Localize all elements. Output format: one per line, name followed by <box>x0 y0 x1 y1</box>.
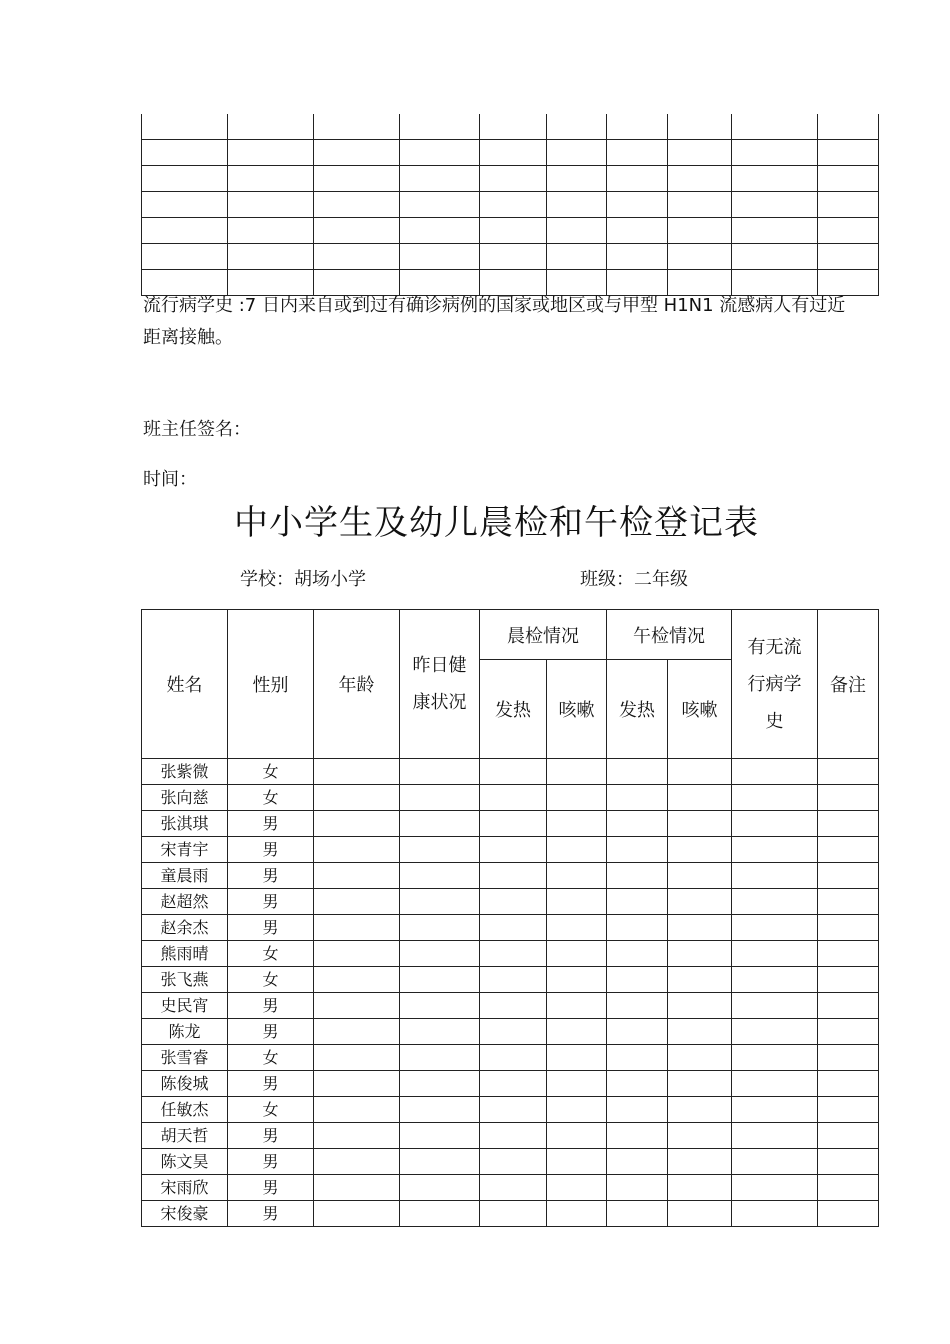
table-cell <box>480 863 547 889</box>
table-row <box>142 785 879 811</box>
table-cell <box>547 1149 607 1175</box>
table-cell <box>480 1175 547 1201</box>
table-cell <box>732 1123 818 1149</box>
table-cell <box>400 967 480 993</box>
table-cell <box>732 166 818 192</box>
student-name: 陈文昊 <box>142 1149 228 1175</box>
table-cell <box>668 837 732 863</box>
table-cell <box>732 785 818 811</box>
table-cell <box>400 114 480 140</box>
table-cell <box>732 140 818 166</box>
table-cell <box>228 218 314 244</box>
document-title: 中小学生及幼儿晨检和午检登记表 <box>234 503 759 543</box>
table-cell <box>668 140 732 166</box>
student-name: 张向慈 <box>142 785 228 811</box>
table-cell <box>668 1175 732 1201</box>
table-cell <box>732 1175 818 1201</box>
table-cell <box>607 915 668 941</box>
table-cell <box>607 1201 668 1227</box>
table-cell <box>314 889 400 915</box>
table-cell <box>400 192 480 218</box>
table-cell <box>314 759 400 785</box>
table-row <box>142 192 879 218</box>
table-cell <box>314 1045 400 1071</box>
table-cell <box>668 915 732 941</box>
table-cell <box>547 166 607 192</box>
table-cell <box>668 218 732 244</box>
table-cell <box>668 192 732 218</box>
table-cell <box>400 1149 480 1175</box>
student-name: 赵余杰 <box>142 915 228 941</box>
table-cell <box>818 192 879 218</box>
table-cell <box>668 863 732 889</box>
table-cell <box>400 1123 480 1149</box>
table-cell <box>547 863 607 889</box>
health-check-table <box>141 609 879 1227</box>
table-cell <box>818 759 879 785</box>
header-name: 姓名 <box>142 610 228 759</box>
table-cell <box>480 993 547 1019</box>
table-cell <box>607 1175 668 1201</box>
table-cell <box>607 993 668 1019</box>
student-name: 陈龙 <box>142 1019 228 1045</box>
table-cell <box>668 1019 732 1045</box>
table-cell <box>547 941 607 967</box>
table-row <box>142 244 879 270</box>
table-cell <box>818 863 879 889</box>
table-cell <box>228 192 314 218</box>
table-cell <box>480 218 547 244</box>
table-cell <box>400 941 480 967</box>
table-cell <box>547 889 607 915</box>
table-cell <box>607 1019 668 1045</box>
table-cell <box>607 837 668 863</box>
table-cell <box>314 1071 400 1097</box>
table-cell <box>607 218 668 244</box>
table-cell <box>314 863 400 889</box>
teacher-signature-label: 班主任签名： <box>143 419 251 440</box>
table-row <box>142 166 879 192</box>
table-cell <box>818 1123 879 1149</box>
table-cell <box>547 1071 607 1097</box>
table-cell <box>314 192 400 218</box>
table-cell <box>732 192 818 218</box>
table-cell <box>547 1123 607 1149</box>
table-cell <box>400 785 480 811</box>
student-name: 赵超然 <box>142 889 228 915</box>
student-gender: 女 <box>228 1097 314 1123</box>
epidemiology-note: 流行病学史 :7 日内来自或到过有确诊病例的国家或地区或与甲型 H1N1 流感病人有过近距离接触。 <box>143 295 846 348</box>
table-cell <box>480 811 547 837</box>
table-cell <box>607 1071 668 1097</box>
table-cell <box>314 1149 400 1175</box>
table-cell <box>732 993 818 1019</box>
table-cell <box>314 993 400 1019</box>
student-gender: 男 <box>228 889 314 915</box>
table-cell <box>547 1019 607 1045</box>
table-cell <box>314 244 400 270</box>
table-cell <box>228 166 314 192</box>
table-row <box>142 1045 879 1071</box>
table-cell <box>668 759 732 785</box>
table-cell <box>480 941 547 967</box>
table-cell <box>668 1045 732 1071</box>
student-name: 张淇琪 <box>142 811 228 837</box>
student-name: 宋俊豪 <box>142 1201 228 1227</box>
table-cell <box>480 967 547 993</box>
table-cell <box>607 1045 668 1071</box>
table-cell <box>547 837 607 863</box>
table-row <box>142 114 879 140</box>
table-cell <box>314 785 400 811</box>
table-cell <box>668 1201 732 1227</box>
student-name: 张雪睿 <box>142 1045 228 1071</box>
table-cell <box>480 785 547 811</box>
table-cell <box>818 1149 879 1175</box>
table-cell <box>668 1149 732 1175</box>
table-cell <box>607 166 668 192</box>
school-label: 学校：胡场小学 <box>240 569 366 590</box>
table-cell <box>668 1097 732 1123</box>
table-cell <box>547 915 607 941</box>
table-cell <box>668 114 732 140</box>
table-cell <box>480 192 547 218</box>
table-cell <box>732 244 818 270</box>
table-cell <box>400 1045 480 1071</box>
table-cell <box>400 863 480 889</box>
table-cell <box>480 1149 547 1175</box>
student-gender: 男 <box>228 1149 314 1175</box>
table-cell <box>400 1097 480 1123</box>
table-cell <box>607 811 668 837</box>
table-cell <box>668 811 732 837</box>
table-cell <box>228 140 314 166</box>
student-name: 任敏杰 <box>142 1097 228 1123</box>
table-cell <box>732 759 818 785</box>
table-cell <box>668 1071 732 1097</box>
student-gender: 男 <box>228 993 314 1019</box>
table-cell <box>314 1123 400 1149</box>
table-cell <box>400 915 480 941</box>
header-morning-fever: 发热 <box>480 660 547 759</box>
table-cell <box>400 993 480 1019</box>
header-noon-fever: 发热 <box>607 660 668 759</box>
table-cell <box>400 811 480 837</box>
table-cell <box>818 1045 879 1071</box>
header-remarks: 备注 <box>818 610 879 759</box>
time-label: 时间： <box>143 469 197 490</box>
table-cell <box>547 244 607 270</box>
table-cell <box>732 1201 818 1227</box>
previous-page-table <box>141 114 879 296</box>
student-name: 张飞燕 <box>142 967 228 993</box>
table-cell <box>228 114 314 140</box>
table-cell <box>668 967 732 993</box>
table-row <box>142 1175 879 1201</box>
table-row <box>142 863 879 889</box>
table-cell <box>480 915 547 941</box>
table-cell <box>732 941 818 967</box>
table-cell <box>607 192 668 218</box>
table-cell <box>547 114 607 140</box>
student-name: 张紫微 <box>142 759 228 785</box>
table-cell <box>547 967 607 993</box>
student-name: 童晨雨 <box>142 863 228 889</box>
table-row <box>142 889 879 915</box>
table-cell <box>818 889 879 915</box>
table-cell <box>818 114 879 140</box>
table-cell <box>314 837 400 863</box>
table-cell <box>480 1071 547 1097</box>
table-row <box>142 811 879 837</box>
student-gender: 男 <box>228 1123 314 1149</box>
table-cell <box>142 114 228 140</box>
table-cell <box>607 863 668 889</box>
table-cell <box>480 244 547 270</box>
header-morning-check: 晨检情况 <box>480 610 607 660</box>
table-cell <box>480 837 547 863</box>
table-cell <box>732 837 818 863</box>
table-cell <box>400 140 480 166</box>
header-gender: 性别 <box>228 610 314 759</box>
table-cell <box>142 218 228 244</box>
student-rows <box>142 759 879 1227</box>
table-cell <box>668 941 732 967</box>
student-name: 陈俊城 <box>142 1071 228 1097</box>
table-cell <box>547 759 607 785</box>
table-cell <box>400 244 480 270</box>
table-cell <box>314 1175 400 1201</box>
table-cell <box>607 889 668 915</box>
table-cell <box>400 889 480 915</box>
table-cell <box>732 114 818 140</box>
class-label: 班级：二年级 <box>580 569 688 590</box>
table-cell <box>732 811 818 837</box>
table-cell <box>480 1201 547 1227</box>
table-cell <box>142 244 228 270</box>
table-cell <box>607 114 668 140</box>
header-noon-cough: 咳嗽 <box>668 660 732 759</box>
table-cell <box>314 941 400 967</box>
table-cell <box>400 1071 480 1097</box>
table-cell <box>480 889 547 915</box>
table-cell <box>547 218 607 244</box>
student-gender: 女 <box>228 1045 314 1071</box>
table-cell <box>480 759 547 785</box>
table-cell <box>668 889 732 915</box>
table-row <box>142 993 879 1019</box>
table-cell <box>818 941 879 967</box>
table-cell <box>732 863 818 889</box>
student-name: 宋雨欣 <box>142 1175 228 1201</box>
table-cell <box>314 811 400 837</box>
table-cell <box>732 1045 818 1071</box>
table-cell <box>668 785 732 811</box>
table-cell <box>314 967 400 993</box>
table-cell <box>607 244 668 270</box>
table-cell <box>818 1097 879 1123</box>
table-row <box>142 1201 879 1227</box>
previous-page-table-body <box>142 114 879 296</box>
table-cell <box>732 967 818 993</box>
table-cell <box>547 1097 607 1123</box>
table-row <box>142 1071 879 1097</box>
table-cell <box>547 140 607 166</box>
table-cell <box>818 993 879 1019</box>
table-cell <box>818 811 879 837</box>
table-cell <box>818 1175 879 1201</box>
table-cell <box>818 166 879 192</box>
table-row <box>142 967 879 993</box>
table-cell <box>400 1175 480 1201</box>
table-cell <box>314 915 400 941</box>
table-cell <box>314 1201 400 1227</box>
table-cell <box>480 1123 547 1149</box>
student-name: 胡天哲 <box>142 1123 228 1149</box>
table-cell <box>818 140 879 166</box>
table-row <box>142 1123 879 1149</box>
table-cell <box>607 140 668 166</box>
table-row <box>142 1019 879 1045</box>
student-gender: 女 <box>228 785 314 811</box>
table-cell <box>400 837 480 863</box>
student-gender: 男 <box>228 837 314 863</box>
student-gender: 男 <box>228 1201 314 1227</box>
table-cell <box>818 967 879 993</box>
table-cell <box>547 811 607 837</box>
table-cell <box>547 192 607 218</box>
table-cell <box>142 192 228 218</box>
student-name: 史民宵 <box>142 993 228 1019</box>
table-cell <box>400 1201 480 1227</box>
table-cell <box>314 1097 400 1123</box>
table-cell <box>607 967 668 993</box>
table-cell <box>480 114 547 140</box>
table-cell <box>547 1175 607 1201</box>
table-cell <box>607 1123 668 1149</box>
header-morning-cough: 咳嗽 <box>547 660 607 759</box>
student-gender: 女 <box>228 759 314 785</box>
table-cell <box>668 1123 732 1149</box>
header-noon-check: 午检情况 <box>607 610 732 660</box>
table-cell <box>547 1045 607 1071</box>
table-cell <box>480 166 547 192</box>
table-cell <box>818 218 879 244</box>
table-cell <box>480 1019 547 1045</box>
table-cell <box>668 166 732 192</box>
table-cell <box>607 785 668 811</box>
table-cell <box>228 244 314 270</box>
table-cell <box>732 1149 818 1175</box>
student-gender: 男 <box>228 863 314 889</box>
student-name: 熊雨晴 <box>142 941 228 967</box>
student-gender: 男 <box>228 915 314 941</box>
header-epi-history: 有无流行病学史 <box>732 610 818 759</box>
table-row <box>142 759 879 785</box>
table-cell <box>314 166 400 192</box>
table-cell <box>607 759 668 785</box>
table-cell <box>480 1097 547 1123</box>
table-cell <box>732 915 818 941</box>
table-cell <box>668 993 732 1019</box>
table-cell <box>607 1097 668 1123</box>
table-cell <box>480 140 547 166</box>
table-cell <box>400 1019 480 1045</box>
student-gender: 男 <box>228 811 314 837</box>
student-gender: 男 <box>228 1175 314 1201</box>
table-cell <box>732 1097 818 1123</box>
table-row <box>142 1097 879 1123</box>
table-row <box>142 915 879 941</box>
table-cell <box>732 1071 818 1097</box>
table-cell <box>400 759 480 785</box>
table-cell <box>314 140 400 166</box>
table-cell <box>732 218 818 244</box>
table-row <box>142 218 879 244</box>
table-cell <box>547 785 607 811</box>
table-cell <box>818 837 879 863</box>
table-cell <box>547 993 607 1019</box>
table-cell <box>314 114 400 140</box>
student-name: 宋青宇 <box>142 837 228 863</box>
student-gender: 男 <box>228 1071 314 1097</box>
table-cell <box>607 1149 668 1175</box>
table-cell <box>142 140 228 166</box>
table-cell <box>818 244 879 270</box>
table-cell <box>400 166 480 192</box>
table-cell <box>732 889 818 915</box>
table-cell <box>818 1071 879 1097</box>
table-cell <box>314 218 400 244</box>
table-cell <box>732 1019 818 1045</box>
table-row <box>142 837 879 863</box>
table-cell <box>818 785 879 811</box>
header-health: 昨日健康状况 <box>400 610 480 759</box>
header-age: 年龄 <box>314 610 400 759</box>
table-cell <box>668 244 732 270</box>
table-cell <box>142 166 228 192</box>
table-cell <box>480 1045 547 1071</box>
table-cell <box>400 218 480 244</box>
table-cell <box>818 1019 879 1045</box>
table-cell <box>818 1201 879 1227</box>
student-gender: 女 <box>228 941 314 967</box>
table-row <box>142 140 879 166</box>
table-row <box>142 941 879 967</box>
table-row <box>142 1149 879 1175</box>
table-cell <box>547 1201 607 1227</box>
table-cell <box>314 1019 400 1045</box>
table-cell <box>607 941 668 967</box>
student-gender: 男 <box>228 1019 314 1045</box>
table-cell <box>818 915 879 941</box>
student-gender: 女 <box>228 967 314 993</box>
